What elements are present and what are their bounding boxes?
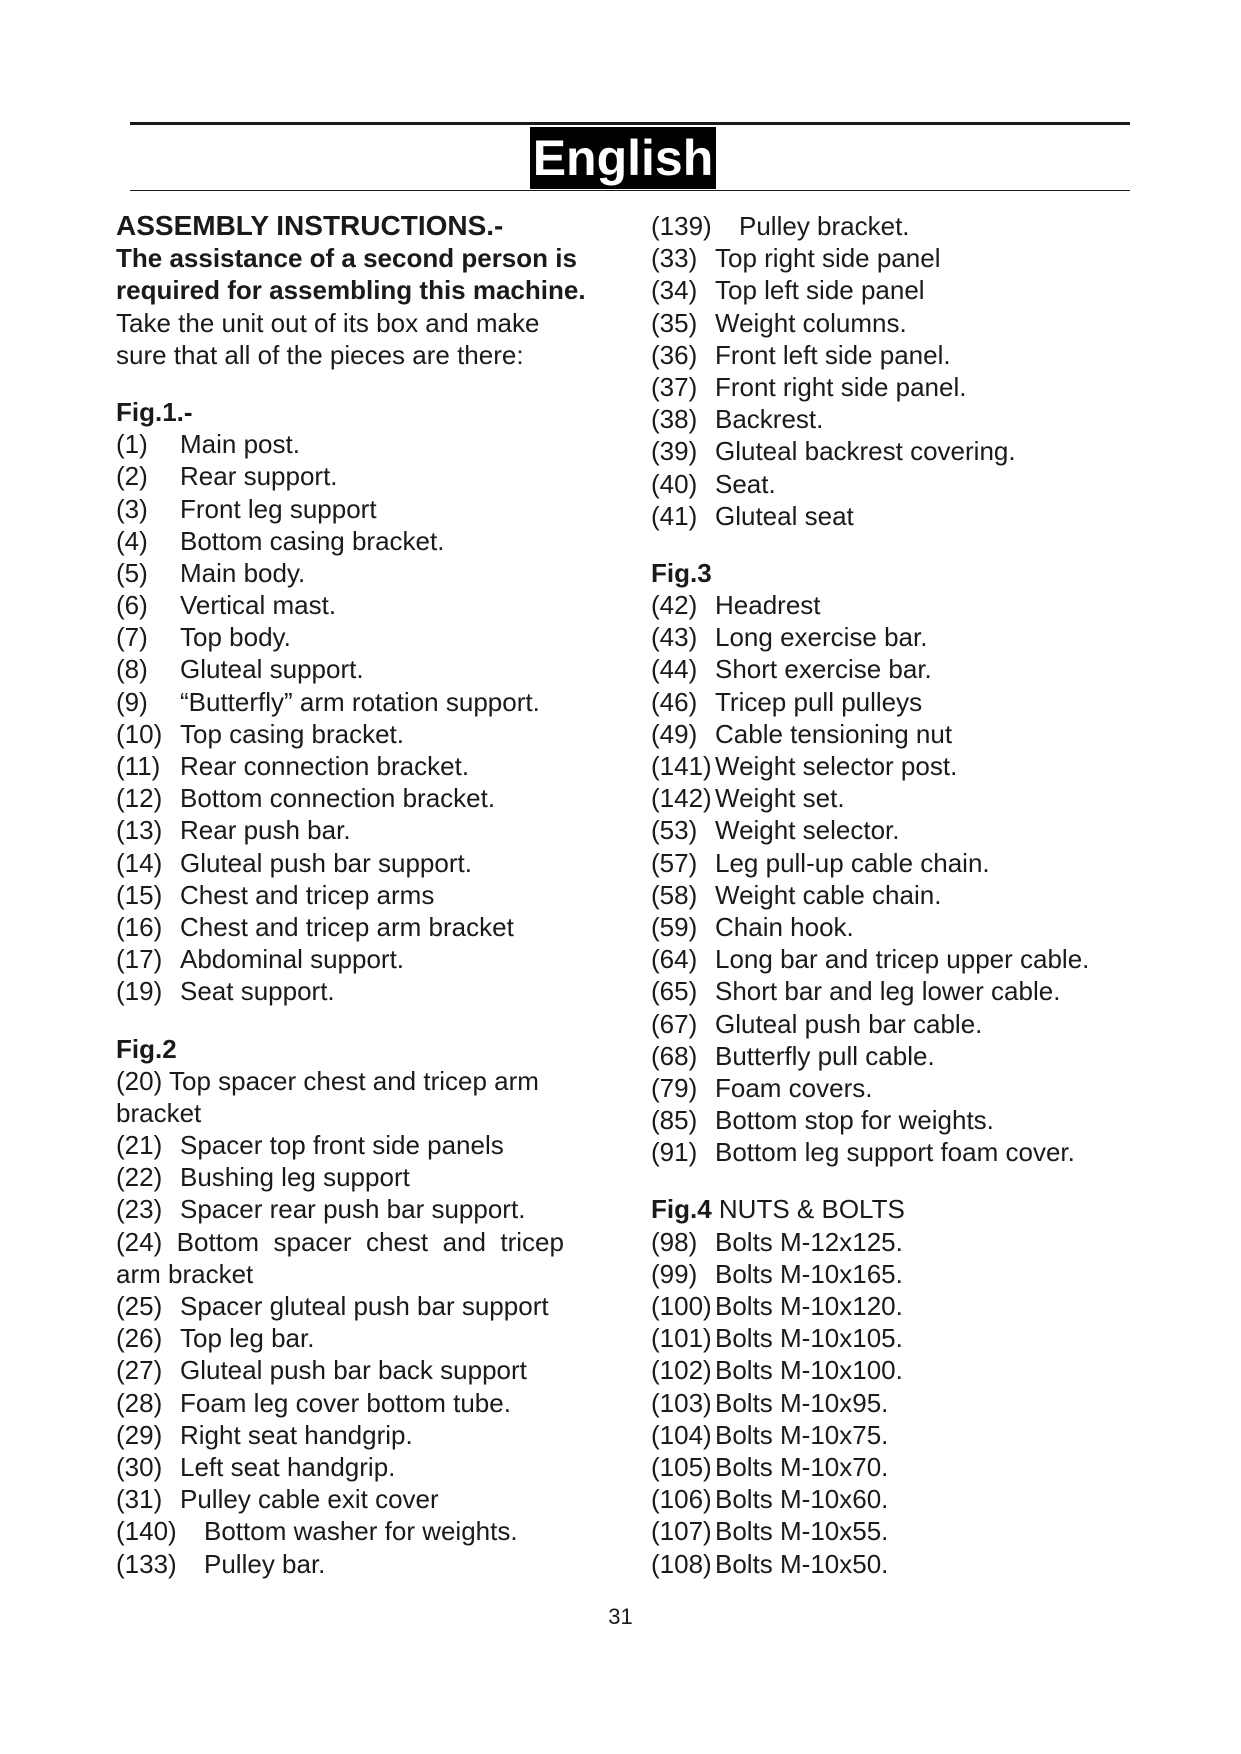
item-number: (17) <box>116 944 163 975</box>
item-text: Headrest <box>715 590 821 621</box>
list-item <box>116 1387 636 1419</box>
list-item <box>116 653 636 685</box>
item-text: Bolts M-10x100. <box>715 1355 903 1386</box>
item-number: (101) <box>651 1323 712 1354</box>
intro-line-1: Take the unit out of its box and make <box>116 307 540 338</box>
item-text: Chain hook. <box>715 911 854 942</box>
list-item <box>116 1515 636 1547</box>
list-item <box>116 1129 636 1161</box>
fig2-list-a <box>116 1129 636 1226</box>
item-number: (133) <box>116 1548 177 1579</box>
list-item <box>651 1008 1141 1040</box>
list-item <box>116 814 636 846</box>
item-number: (142) <box>651 783 712 814</box>
list-item <box>651 653 1141 685</box>
item-number: (57) <box>651 847 698 878</box>
item-number: (14) <box>116 847 163 878</box>
item-number: (98) <box>651 1226 698 1257</box>
fig2-list-c <box>116 1515 636 1579</box>
list-item <box>651 1072 1141 1104</box>
list-item <box>116 589 636 621</box>
list-item <box>116 911 636 943</box>
list-item <box>116 1451 636 1483</box>
list-item <box>651 847 1141 879</box>
item-number: (64) <box>651 944 698 975</box>
item-text: Bolts M-10x95. <box>715 1387 889 1418</box>
item-number: (19) <box>116 976 163 1007</box>
list-item <box>651 242 1141 274</box>
item-number: (139) <box>651 211 712 241</box>
intro-line-2: sure that all of the pieces are there: <box>116 339 524 370</box>
list-item <box>116 782 636 814</box>
item-text: Bottom connection bracket. <box>180 783 496 814</box>
list-item <box>116 1322 636 1354</box>
list-item <box>116 750 636 782</box>
item-text: Pulley bracket. <box>739 211 910 241</box>
item-number: (10) <box>116 718 163 749</box>
item-text: Long bar and tricep upper cable. <box>715 944 1090 975</box>
item-text: Top right side panel <box>715 243 941 274</box>
item-text: Rear support. <box>180 461 338 492</box>
item-text: Tricep pull pulleys <box>715 686 923 717</box>
item-text: Top casing bracket. <box>180 718 405 749</box>
item-number: (107) <box>651 1516 712 1547</box>
fig4-heading: Fig.4 <box>651 1194 712 1225</box>
item-text: Bolts M-10x105. <box>715 1323 903 1354</box>
list-item <box>651 1136 1141 1168</box>
item-text: Seat. <box>715 468 776 499</box>
item-number: (68) <box>651 1040 698 1071</box>
item-number: (33) <box>651 243 698 274</box>
item-text: Pulley cable exit cover <box>180 1484 439 1515</box>
list-item <box>651 879 1141 911</box>
item-number: (41) <box>651 500 698 531</box>
item-text: Bolts M-10x55. <box>715 1516 889 1547</box>
fig2-item-20-line-1: (20) Top spacer chest and tricep arm <box>116 1065 539 1096</box>
list-item <box>651 686 1141 718</box>
item-number: (106) <box>651 1484 712 1515</box>
fig2-item-20-line-2: bracket <box>116 1097 202 1128</box>
item-text: Bottom stop for weights. <box>715 1105 994 1136</box>
item-text: Gluteal push bar support. <box>180 847 472 878</box>
item-text: Main body. <box>180 557 306 588</box>
item-number: (39) <box>651 436 698 467</box>
list-item <box>651 371 1141 403</box>
item-number: (38) <box>651 404 698 435</box>
item-number: (79) <box>651 1072 698 1103</box>
item-text: Weight selector. <box>715 815 900 846</box>
item-number: (43) <box>651 622 698 653</box>
list-item <box>116 525 636 557</box>
item-number: (85) <box>651 1105 698 1136</box>
item-number: (2) <box>116 461 148 492</box>
item-number: (25) <box>116 1291 163 1321</box>
header-rule-top <box>130 122 1130 125</box>
item-number: (99) <box>651 1258 698 1289</box>
list-item <box>651 589 1141 621</box>
fig2-list-b <box>116 1290 636 1515</box>
item-number: (30) <box>116 1451 163 1482</box>
item-number: (100) <box>651 1291 712 1321</box>
list-item <box>651 814 1141 846</box>
section-title: ASSEMBLY INSTRUCTIONS.- <box>116 210 504 241</box>
item-text: Bolts M-10x50. <box>715 1548 889 1579</box>
item-number: (26) <box>116 1323 163 1354</box>
list-item <box>651 911 1141 943</box>
left-column <box>116 210 636 1580</box>
item-number: (108) <box>651 1548 712 1579</box>
list-item <box>651 1322 1141 1354</box>
item-number: (5) <box>116 557 148 588</box>
list-item <box>116 1483 636 1515</box>
item-number: (53) <box>651 815 698 846</box>
item-text: Rear connection bracket. <box>180 751 470 781</box>
list-item <box>651 210 1141 242</box>
item-number: (28) <box>116 1387 163 1418</box>
list-item <box>651 1451 1141 1483</box>
item-text: Front right side panel. <box>715 371 967 402</box>
item-number: (40) <box>651 468 698 499</box>
item-number: (141) <box>651 751 712 781</box>
list-item <box>116 1290 636 1322</box>
item-text: Bolts M-10x60. <box>715 1484 889 1515</box>
item-number: (46) <box>651 686 698 717</box>
fig2-item-24-line-2: arm bracket <box>116 1258 254 1289</box>
item-text: Cable tensioning nut <box>715 718 953 749</box>
list-item <box>116 1193 636 1225</box>
item-number: (16) <box>116 911 163 942</box>
item-number: (27) <box>116 1355 163 1386</box>
list-item <box>116 557 636 589</box>
item-text: Top leg bar. <box>180 1323 315 1354</box>
item-text: Spacer rear push bar support. <box>180 1194 526 1225</box>
item-text: Bolts M-10x165. <box>715 1258 903 1289</box>
list-item <box>651 1040 1141 1072</box>
item-text: Seat support. <box>180 976 335 1007</box>
item-text: Bottom washer for weights. <box>204 1516 518 1547</box>
fig1-heading: Fig.1.- <box>116 396 193 427</box>
item-text: Weight set. <box>715 783 845 814</box>
fig2-item-24-line-1: (24) Bottom spacer chest and tricep <box>116 1226 564 1257</box>
item-text: Gluteal backrest covering. <box>715 436 1016 467</box>
list-item <box>116 493 636 525</box>
list-item <box>651 1548 1141 1580</box>
fig4-subtitle: NUTS & BOLTS <box>718 1194 905 1225</box>
item-text: Foam leg cover bottom tube. <box>180 1387 511 1418</box>
item-text: Backrest. <box>715 404 824 435</box>
list-item <box>651 1354 1141 1386</box>
item-text: Gluteal seat <box>715 500 854 531</box>
item-text: Short bar and leg lower cable. <box>715 976 1061 1007</box>
item-text: Pulley bar. <box>204 1548 326 1579</box>
list-item <box>651 621 1141 653</box>
item-text: Spacer gluteal push bar support <box>180 1291 549 1321</box>
list-item <box>116 621 636 653</box>
list-item <box>116 879 636 911</box>
list-item <box>651 307 1141 339</box>
list-item <box>651 468 1141 500</box>
item-number: (8) <box>116 654 148 685</box>
language-badge: English <box>530 127 716 189</box>
item-number: (35) <box>651 307 698 338</box>
item-number: (36) <box>651 339 698 370</box>
fig3-heading: Fig.3 <box>651 557 712 588</box>
item-text: Foam covers. <box>715 1072 873 1103</box>
list-item <box>651 1515 1141 1547</box>
list-item <box>651 1483 1141 1515</box>
item-text: Long exercise bar. <box>715 622 928 653</box>
header-rule-bottom <box>130 190 1130 191</box>
item-text: Vertical mast. <box>180 590 337 621</box>
list-item <box>116 847 636 879</box>
list-item <box>651 403 1141 435</box>
fig4-heading-line <box>651 1193 1141 1225</box>
fig4-list <box>651 1226 1141 1580</box>
list-item <box>651 1226 1141 1258</box>
intro-bold-line-1: The assistance of a second person is <box>116 243 577 274</box>
list-item <box>116 943 636 975</box>
item-text: “Butterfly” arm rotation support. <box>180 686 540 717</box>
item-number: (9) <box>116 686 148 717</box>
list-item <box>116 1419 636 1451</box>
item-number: (104) <box>651 1419 712 1450</box>
list-item <box>651 1104 1141 1136</box>
item-text: Butterfly pull cable. <box>715 1040 935 1071</box>
item-text: Spacer top front side panels <box>180 1130 504 1161</box>
item-number: (140) <box>116 1516 177 1547</box>
page-number: 31 <box>608 1604 633 1629</box>
intro-bold-line-2: required for assembling this machine. <box>116 275 586 306</box>
list-item <box>651 1419 1141 1451</box>
item-text: Gluteal push bar cable. <box>715 1008 983 1039</box>
item-text: Bolts M-12x125. <box>715 1226 903 1257</box>
list-item <box>116 718 636 750</box>
item-number: (3) <box>116 493 148 524</box>
item-number: (29) <box>116 1419 163 1450</box>
item-text: Bolts M-10x70. <box>715 1451 889 1482</box>
item-text: Bottom casing bracket. <box>180 525 445 556</box>
item-number: (103) <box>651 1387 712 1418</box>
list-item <box>116 1161 636 1193</box>
item-text: Abdominal support. <box>180 944 405 975</box>
item-text: Weight selector post. <box>715 751 958 781</box>
item-text: Bolts M-10x120. <box>715 1291 903 1321</box>
item-number: (1) <box>116 429 148 460</box>
right-column <box>651 210 1141 1580</box>
list-item <box>651 782 1141 814</box>
item-number: (7) <box>116 622 148 653</box>
item-number: (49) <box>651 718 698 749</box>
list-item <box>651 274 1141 306</box>
right-fig2-list <box>651 242 1141 532</box>
item-text: Front left side panel. <box>715 339 951 370</box>
list-item <box>651 339 1141 371</box>
item-number: (65) <box>651 976 698 1007</box>
item-number: (37) <box>651 371 698 402</box>
list-item <box>651 750 1141 782</box>
item-text: Bottom leg support foam cover. <box>715 1137 1075 1168</box>
item-number: (58) <box>651 879 698 910</box>
fig3-list <box>651 589 1141 1168</box>
item-number: (22) <box>116 1162 163 1193</box>
item-number: (59) <box>651 911 698 942</box>
list-item <box>651 1290 1141 1322</box>
item-text: Gluteal push bar back support <box>180 1355 527 1386</box>
list-item <box>116 686 636 718</box>
item-number: (13) <box>116 815 163 846</box>
list-item <box>116 460 636 492</box>
item-number: (42) <box>651 590 698 621</box>
list-item <box>651 1387 1141 1419</box>
list-item <box>651 435 1141 467</box>
item-text: Left seat handgrip. <box>180 1451 396 1482</box>
item-text: Short exercise bar. <box>715 654 932 685</box>
item-number: (4) <box>116 525 148 556</box>
item-text: Chest and tricep arm bracket <box>180 911 514 942</box>
item-number: (102) <box>651 1355 712 1386</box>
item-text: Chest and tricep arms <box>180 879 435 910</box>
fig2-heading: Fig.2 <box>116 1033 177 1064</box>
fig1-list <box>116 428 636 1007</box>
item-text: Right seat handgrip. <box>180 1419 413 1450</box>
list-item <box>116 428 636 460</box>
item-text: Leg pull-up cable chain. <box>715 847 990 878</box>
list-item <box>651 718 1141 750</box>
list-item <box>651 975 1141 1007</box>
list-item <box>651 500 1141 532</box>
item-text: Bolts M-10x75. <box>715 1419 889 1450</box>
item-number: (23) <box>116 1194 163 1225</box>
item-text: Top body. <box>180 622 291 653</box>
item-number: (12) <box>116 783 163 814</box>
item-text: Bushing leg support <box>180 1162 410 1193</box>
list-item <box>116 1548 636 1580</box>
item-number: (34) <box>651 275 698 306</box>
item-text: Top left side panel <box>715 275 925 306</box>
item-number: (21) <box>116 1130 163 1161</box>
item-text: Weight cable chain. <box>715 879 942 910</box>
item-text: Gluteal support. <box>180 654 364 685</box>
item-number: (6) <box>116 590 148 621</box>
list-item <box>116 1354 636 1386</box>
list-item <box>651 1258 1141 1290</box>
item-text: Main post. <box>180 429 300 460</box>
item-text: Weight columns. <box>715 307 907 338</box>
item-number: (91) <box>651 1137 698 1168</box>
item-number: (67) <box>651 1008 698 1039</box>
item-number: (44) <box>651 654 698 685</box>
item-number: (15) <box>116 879 163 910</box>
item-number: (11) <box>116 751 161 781</box>
list-item <box>116 975 636 1007</box>
list-item <box>651 943 1141 975</box>
item-text: Front leg support <box>180 493 377 524</box>
item-number: (105) <box>651 1451 712 1482</box>
item-number: (31) <box>116 1484 163 1515</box>
item-text: Rear push bar. <box>180 815 351 846</box>
